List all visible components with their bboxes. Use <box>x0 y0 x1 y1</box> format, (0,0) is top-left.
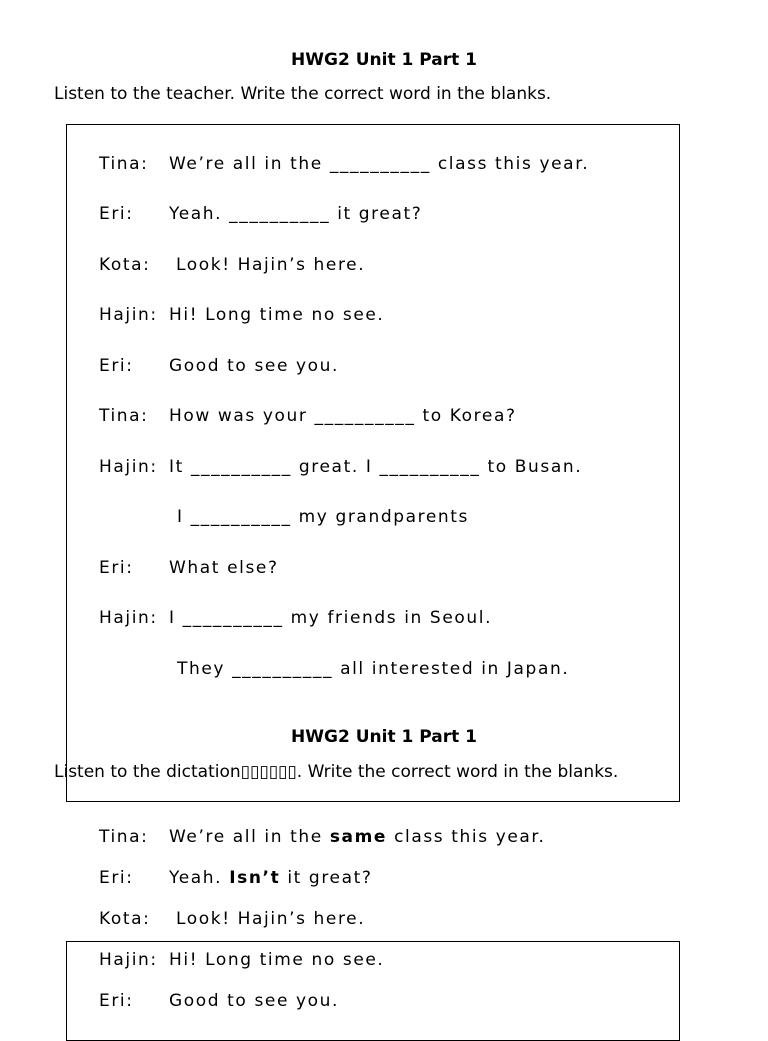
speaker-label: Eri: <box>99 356 134 376</box>
speaker-label: Eri: <box>99 868 134 888</box>
dialogue-text: How was your __________ to Korea? <box>169 406 517 426</box>
dialogue-line <box>99 558 279 578</box>
dialogue-line <box>177 507 469 527</box>
speaker-label: Eri: <box>99 991 134 1011</box>
dialogue-text: Hi! Long time no see. <box>169 305 385 325</box>
speaker-label: Tina: <box>99 406 149 426</box>
answer-line <box>99 950 384 970</box>
dialogue-line <box>99 406 517 426</box>
speaker-label: Kota: <box>99 255 151 275</box>
dialogue-text: Look! Hajin’s here. <box>169 909 366 929</box>
dialogue-line <box>99 457 582 477</box>
dialogue-text: Look! Hajin’s here. <box>169 255 366 275</box>
dialogue-text: I __________ my grandparents <box>177 507 469 527</box>
speaker-label: Hajin: <box>99 457 158 477</box>
dialogue-line <box>99 608 492 628</box>
answer-line <box>99 827 545 847</box>
dialogue-line <box>99 356 339 376</box>
dialogue-text: Hi! Long time no see. <box>169 950 385 970</box>
dialogue-text: We’re all in the __________ class this year. <box>169 154 590 174</box>
dialogue-text: Yeah. <box>169 868 230 888</box>
speaker-label: Hajin: <box>99 950 158 970</box>
dialogue-text: class this year. <box>387 827 546 847</box>
answer-word: Isn’t <box>229 868 281 888</box>
answer-key-instructions: Listen to the dictation▯▯▯▯▯▯. Write the correct word in the blanks. <box>54 762 619 782</box>
dialogue-text: Good to see you. <box>169 356 340 376</box>
answer-word: same <box>329 827 388 847</box>
answer-key-title: HWG2 Unit 1 Part 1 <box>291 727 477 747</box>
speaker-label: Tina: <box>99 827 149 847</box>
dialogue-text: Good to see you. <box>169 991 340 1011</box>
dialogue-text: We’re all in the <box>169 827 330 847</box>
dialogue-text: It __________ great. I __________ to Busan. <box>169 457 583 477</box>
speaker-label: Eri: <box>99 558 134 578</box>
worksheet-title: HWG2 Unit 1 Part 1 <box>291 50 477 70</box>
dialogue-text: Yeah. __________ it great? <box>169 204 423 224</box>
speaker-label: Hajin: <box>99 305 158 325</box>
answer-line <box>99 868 373 888</box>
dialogue-text: it great? <box>280 868 373 888</box>
dialogue-text: I __________ my friends in Seoul. <box>169 608 493 628</box>
answer-line <box>99 991 339 1011</box>
instructions: Listen to the teacher. Write the correct word in the blanks. <box>54 84 552 104</box>
dialogue-line <box>99 204 422 224</box>
dialogue-text: What else? <box>169 558 279 578</box>
speaker-label: Hajin: <box>99 608 158 628</box>
dialogue-line <box>99 305 384 325</box>
speaker-label: Kota: <box>99 909 151 929</box>
speaker-label: Eri: <box>99 204 134 224</box>
dialogue-line <box>177 659 569 679</box>
dialogue-line <box>99 154 589 174</box>
speaker-label: Tina: <box>99 154 149 174</box>
answer-line <box>99 909 365 929</box>
dialogue-text: They __________ all interested in Japan. <box>177 659 570 679</box>
dialogue-line <box>99 255 365 275</box>
